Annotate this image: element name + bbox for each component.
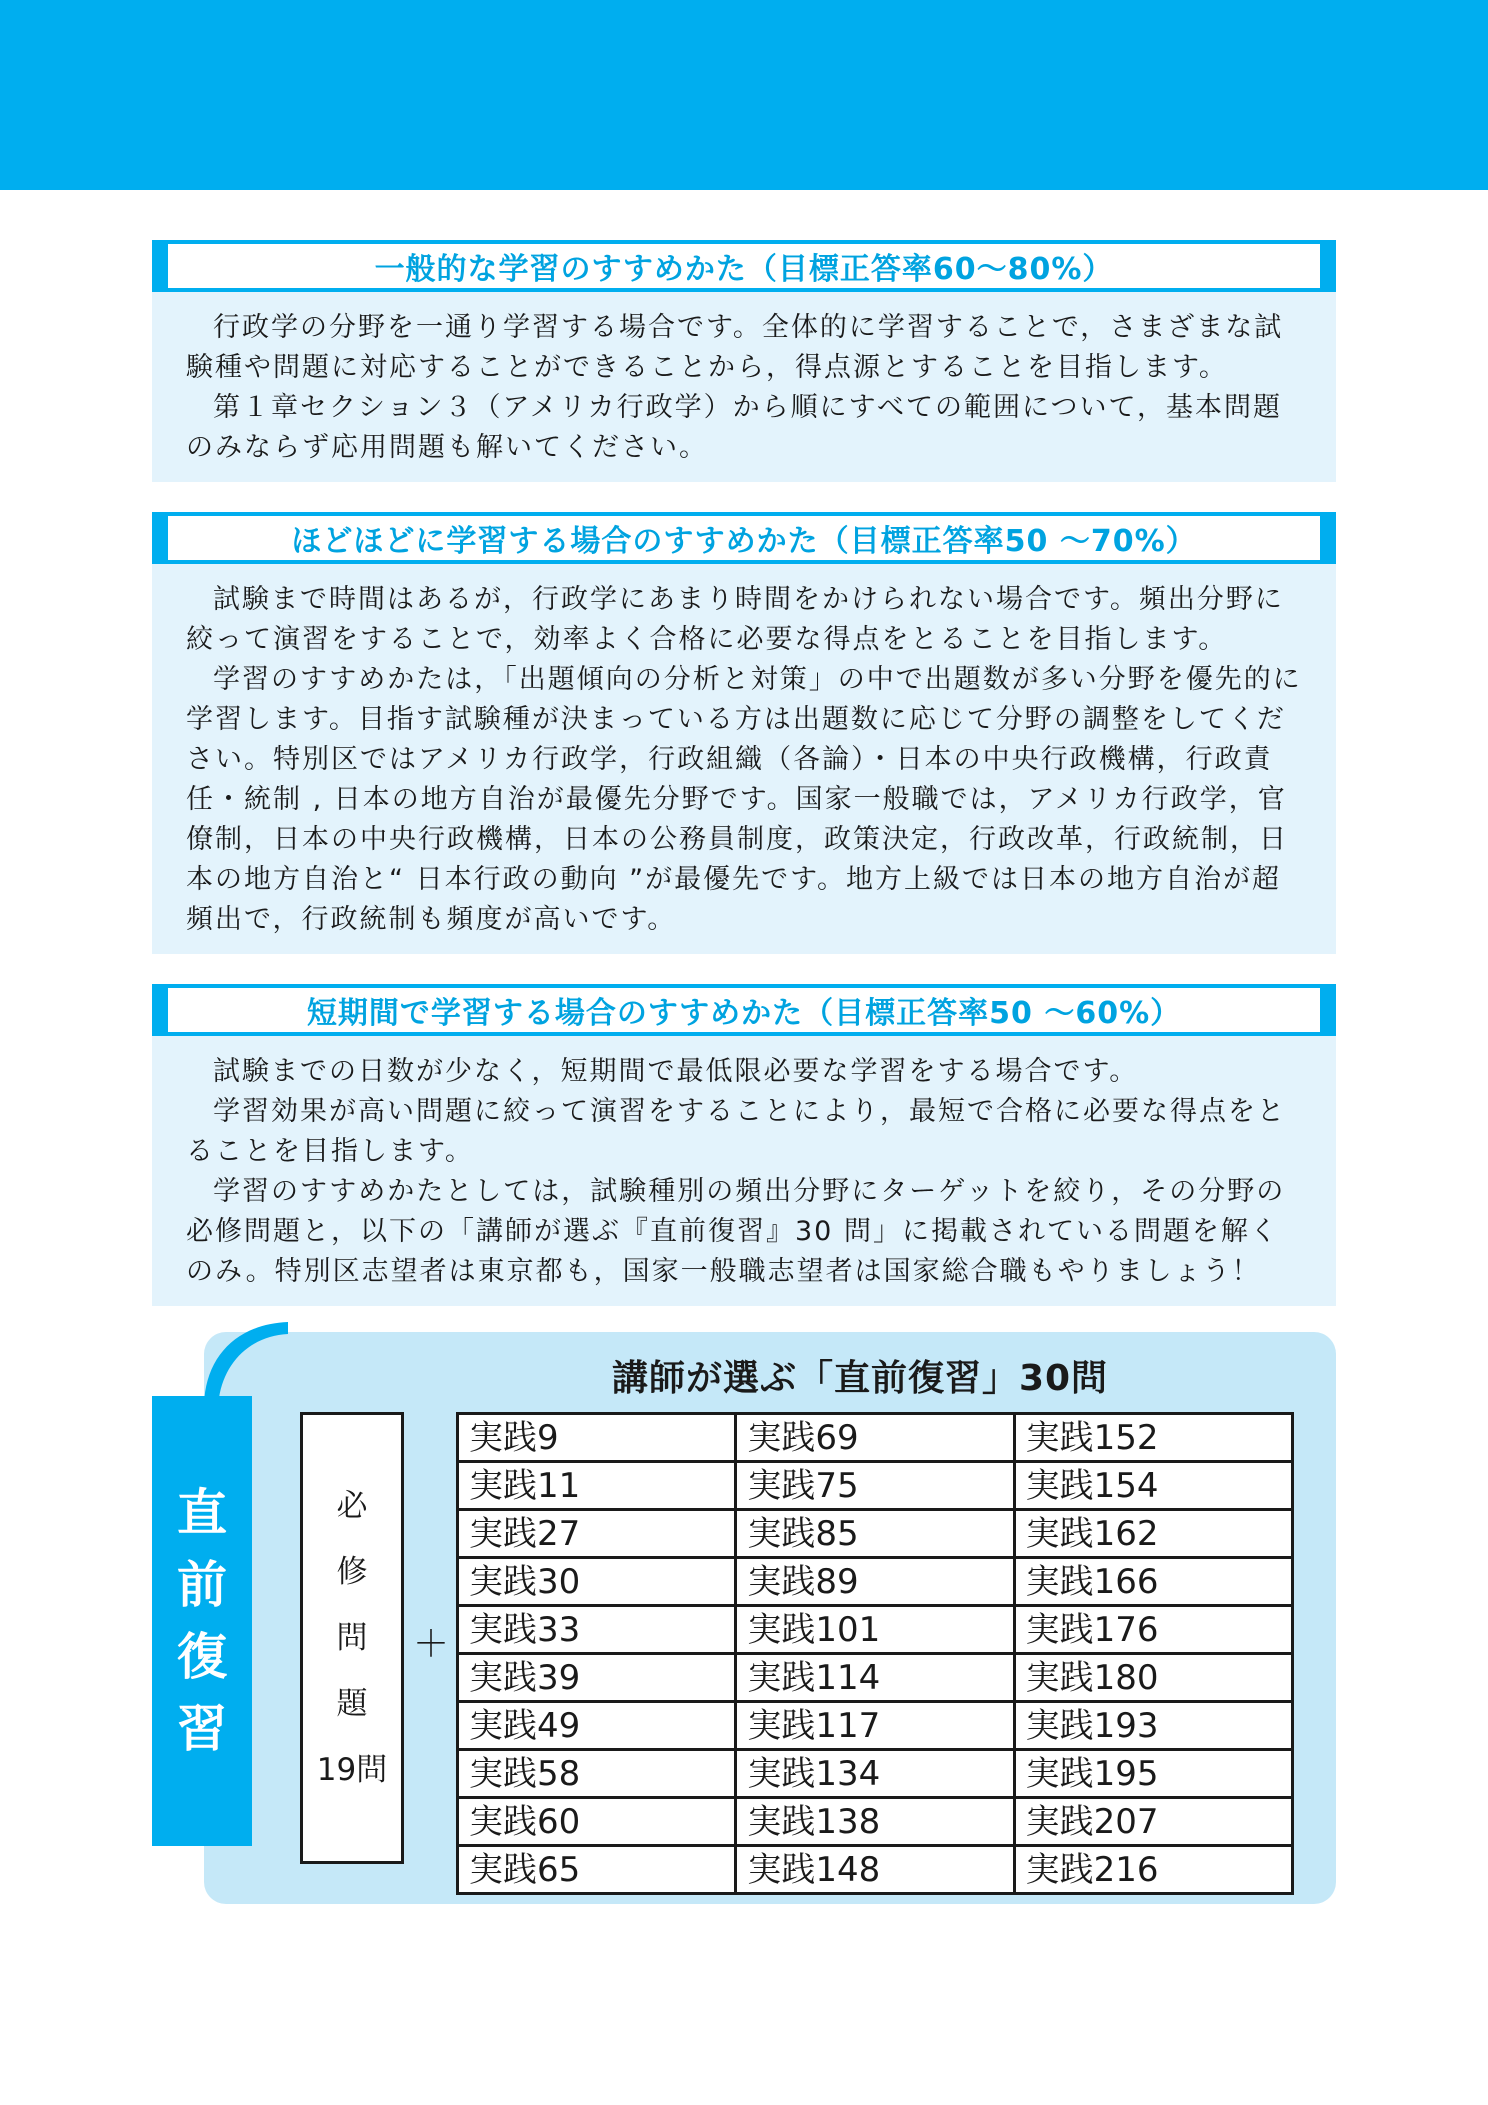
table-cell: 実践27	[458, 1510, 736, 1558]
review-table	[456, 1412, 1294, 1895]
section-body	[152, 1050, 1336, 1310]
table-row	[458, 1654, 1293, 1702]
table-cell: 実践9	[458, 1414, 736, 1462]
section-moderate	[152, 512, 1336, 954]
table-cell: 実践138	[736, 1798, 1014, 1846]
table-cell: 実践216	[1014, 1846, 1292, 1894]
table-cell: 実践11	[458, 1462, 736, 1510]
side-label-char: 習	[177, 1700, 227, 1758]
paragraph: 行政学の分野を一通り学習する場合です。全体的に学習することで，さまざまな試験種や問題に対応することができることから，得点源とすることを目指します。	[186, 312, 1284, 383]
section-heading	[152, 240, 1336, 292]
section-heading-text: 短期間で学習する場合のすすめかた（目標正答率50 ～60%）	[306, 996, 1182, 1031]
table-cell: 実践60	[458, 1798, 736, 1846]
section-body	[152, 578, 1336, 958]
paragraph: 第１章セクション３（アメリカ行政学）から順にすべての範囲について，基本問題のみならず応用問題も解いてください。	[186, 392, 1282, 463]
required-questions-box	[300, 1412, 404, 1864]
table-cell: 実践101	[736, 1606, 1014, 1654]
table-cell: 実践65	[458, 1846, 736, 1894]
table-cell: 実践154	[1014, 1462, 1292, 1510]
table-cell: 実践58	[458, 1750, 736, 1798]
paragraph: 試験まで時間はあるが，行政学にあまり時間をかけられない場合です。頻出分野に絞って演習をすることで，効率よく合格に必要な得点をとることを目指します。	[186, 584, 1284, 655]
side-label-char: 復	[177, 1628, 227, 1686]
required-char: 必	[336, 1488, 368, 1524]
table-cell: 実践117	[736, 1702, 1014, 1750]
table-cell: 実践180	[1014, 1654, 1292, 1702]
table-cell: 実践39	[458, 1654, 736, 1702]
table-cell: 実践114	[736, 1654, 1014, 1702]
table-cell: 実践134	[736, 1750, 1014, 1798]
table-row	[458, 1558, 1293, 1606]
section-heading	[152, 512, 1336, 564]
table-cell: 実践176	[1014, 1606, 1292, 1654]
table-cell: 実践49	[458, 1702, 736, 1750]
section-short-term	[152, 984, 1336, 1306]
table-cell: 実践89	[736, 1558, 1014, 1606]
table-row	[458, 1606, 1293, 1654]
required-char: 修	[336, 1554, 368, 1590]
table-cell: 実践85	[736, 1510, 1014, 1558]
table-cell: 実践193	[1014, 1702, 1292, 1750]
section-heading-text: ほどほどに学習する場合のすすめかた（目標正答率50 ～70%）	[291, 524, 1197, 559]
review-title: 講師が選ぶ「直前復習」30問	[611, 1358, 1109, 1399]
paragraph: 試験までの日数が少なく，短期間で最低限必要な学習をする場合です。	[213, 1056, 1139, 1087]
table-row	[458, 1750, 1293, 1798]
section-heading	[152, 984, 1336, 1036]
side-label-char: 直	[177, 1484, 227, 1542]
section-general	[152, 240, 1336, 482]
section-heading-text: 一般的な学習のすすめかた（目標正答率60～80%）	[374, 252, 1114, 287]
side-label-char: 前	[177, 1556, 227, 1614]
required-char: 題	[336, 1686, 368, 1722]
table-cell: 実践30	[458, 1558, 736, 1606]
required-count: 19問	[316, 1752, 388, 1788]
review-side-label	[152, 1396, 252, 1846]
table-cell: 実践207	[1014, 1798, 1292, 1846]
table-cell: 実践152	[1014, 1414, 1292, 1462]
table-row	[458, 1414, 1293, 1462]
table-row	[458, 1462, 1293, 1510]
table-cell: 実践33	[458, 1606, 736, 1654]
table-row	[458, 1846, 1293, 1894]
table-cell: 実践75	[736, 1462, 1014, 1510]
plus-sign: ＋	[412, 1624, 449, 1665]
table-row	[458, 1702, 1293, 1750]
required-char: 問	[336, 1620, 368, 1656]
table-cell: 実践162	[1014, 1510, 1292, 1558]
table-cell: 実践195	[1014, 1750, 1292, 1798]
curve-decoration	[196, 1308, 288, 1408]
table-row	[458, 1510, 1293, 1558]
section-body	[152, 306, 1336, 486]
paragraph: 学習効果が高い問題に絞って演習をすることにより，最短で合格に必要な得点をとることを目指します。	[186, 1096, 1286, 1167]
paragraph: 学習のすすめかたは，「出題傾向の分析と対策」の中で出題数が多い分野を優先的に学習します。目指す試験種が決まっている方は出題数に応じて分野の調整をしてください。特別区ではアメリカ行政学，行政組織（各論）・日本の中央行政機構，行政責任・統制 , 日本の地方自治が最優先分野です。国家一般職では，アメリカ行政学，官僚制，日本の中央行政機構，日本の公務員制度，政策決定，行政改革，行政統制，日本の地方自治と“ 日本行政の動向 ”が最優先です。地方上級では日本の地方自治が超頻出で，行政統制も頻度が高いです。	[186, 664, 1302, 935]
table-cell: 実践166	[1014, 1558, 1292, 1606]
table-cell: 実践148	[736, 1846, 1014, 1894]
paragraph: 学習のすすめかたとしては，試験種別の頻出分野にターゲットを絞り，その分野の必修問題と，以下の「講師が選ぶ『直前復習』30 問」に掲載されている問題を解くのみ。特別区志望者は東京都も，国家一般職志望者は国家総合職もやりましょう！	[186, 1176, 1286, 1287]
table-cell: 実践69	[736, 1414, 1014, 1462]
table-row	[458, 1798, 1293, 1846]
header-band	[0, 0, 1488, 190]
